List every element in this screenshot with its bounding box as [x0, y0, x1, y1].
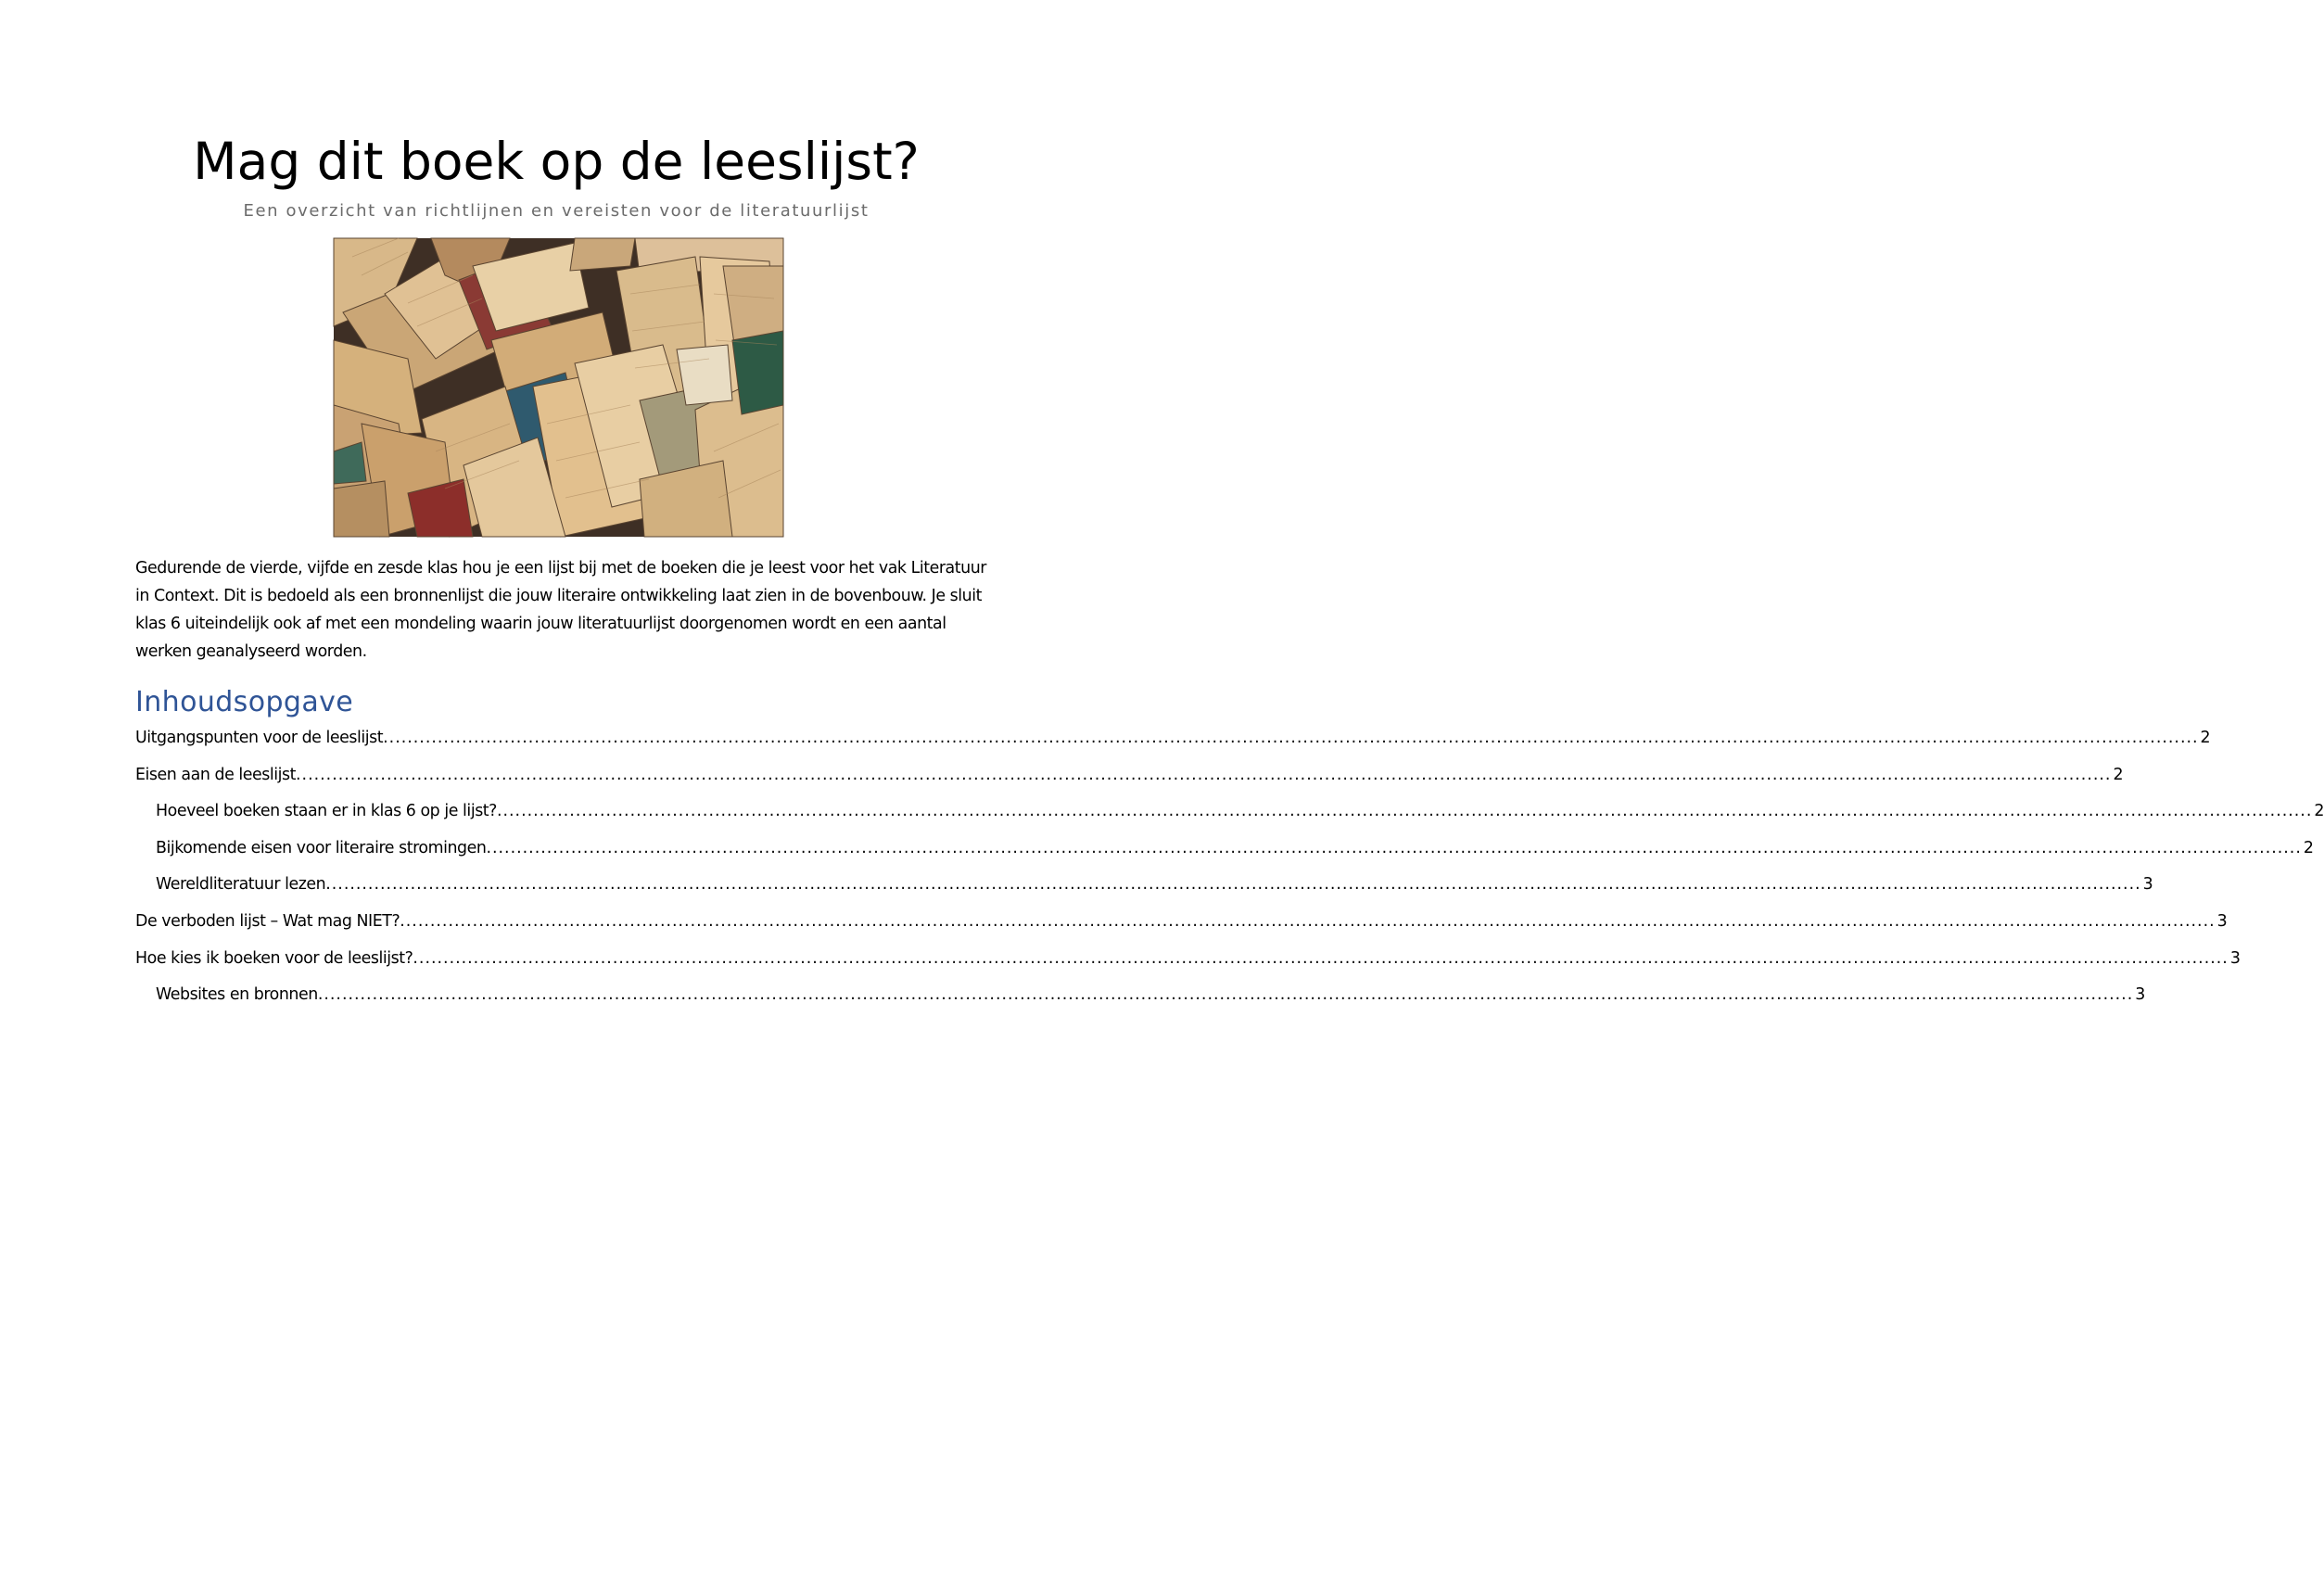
toc-page-number: 3 — [2142, 875, 2153, 894]
toc-entry-text: De verboden lijst – Wat mag NIET? — [135, 912, 400, 931]
toc-entry-text: Websites en bronnen — [156, 985, 318, 1004]
toc-entry-text: Uitgangspunten voor de leeslijst — [135, 729, 384, 747]
toc-dot-leader: ............................................................................................................................................................................................................................................................................................................ — [496, 802, 2313, 820]
toc-dot-leader: ............................................................................................................................................................................................................................................................................................................ — [383, 729, 2199, 747]
toc-heading: Inhoudsopgave — [135, 686, 354, 718]
toc-entry-verboden-lijst[interactable] — [135, 908, 2228, 933]
toc-entry-hoeveel-boeken[interactable] — [156, 798, 2324, 822]
toc-dot-leader: ............................................................................................................................................................................................................................................................................................................ — [400, 912, 2216, 931]
toc-entry-websites-bronnen[interactable] — [156, 982, 2145, 1006]
toc-entry-text: Hoe kies ik boeken voor de leeslijst? — [135, 949, 413, 968]
toc-entry-text: Eisen aan de leeslijst — [135, 766, 297, 784]
toc-entry-text: Hoeveel boeken staan er in klas 6 op je lijst? — [156, 802, 497, 820]
toc-dot-leader: ............................................................................................................................................................................................................................................................................................................ — [317, 985, 2134, 1004]
toc-entry-uitgangspunten[interactable] — [135, 725, 2211, 749]
document-subtitle: Een overzicht van richtlijnen en vereisten voor de literatuurlijst — [243, 201, 870, 221]
document-title: Mag dit boek op de leeslijst? — [193, 132, 920, 191]
intro-paragraph: Gedurende de vierde, vijfde en zesde klas hou je een lijst bij met de boeken die je leest voor het vak Literatuur in Context. Dit is bedoeld als een bronnenlijst die jouw literaire ontwikkeling laat zien in de bovenbouw. Je sluit klas 6 uiteindelijk ook af met een mondeling waarin jouw literatuurlijst doorgenomen wordt en een aantal werken geanalyseerd worden. — [135, 559, 986, 661]
toc-dot-leader: ............................................................................................................................................................................................................................................................................................................ — [325, 875, 2141, 894]
toc-entry-eisen[interactable] — [135, 762, 2124, 786]
toc-dot-leader: ............................................................................................................................................................................................................................................................................................................ — [486, 839, 2302, 857]
toc-page-number: 3 — [2135, 985, 2145, 1004]
toc-dot-leader: ............................................................................................................................................................................................................................................................................................................ — [296, 766, 2112, 784]
toc-dot-leader: ............................................................................................................................................................................................................................................................................................................ — [413, 949, 2229, 968]
toc-entry-text: Bijkomende eisen voor literaire stromingen — [156, 839, 487, 857]
toc-page-number: 2 — [2303, 839, 2314, 857]
toc-page-number: 2 — [2200, 729, 2211, 747]
toc-entry-bijkomende-eisen[interactable] — [156, 835, 2314, 859]
toc-entry-hoe-kies-ik[interactable] — [135, 946, 2241, 970]
toc-page-number: 2 — [2113, 766, 2124, 784]
books-photo — [334, 238, 783, 537]
toc-entry-wereldliteratuur[interactable] — [156, 871, 2153, 895]
toc-entry-text: Wereldliteratuur lezen — [156, 875, 326, 894]
toc-page-number: 3 — [2216, 912, 2228, 931]
toc-page-number: 3 — [2229, 949, 2241, 968]
toc-page-number: 2 — [2314, 802, 2324, 820]
